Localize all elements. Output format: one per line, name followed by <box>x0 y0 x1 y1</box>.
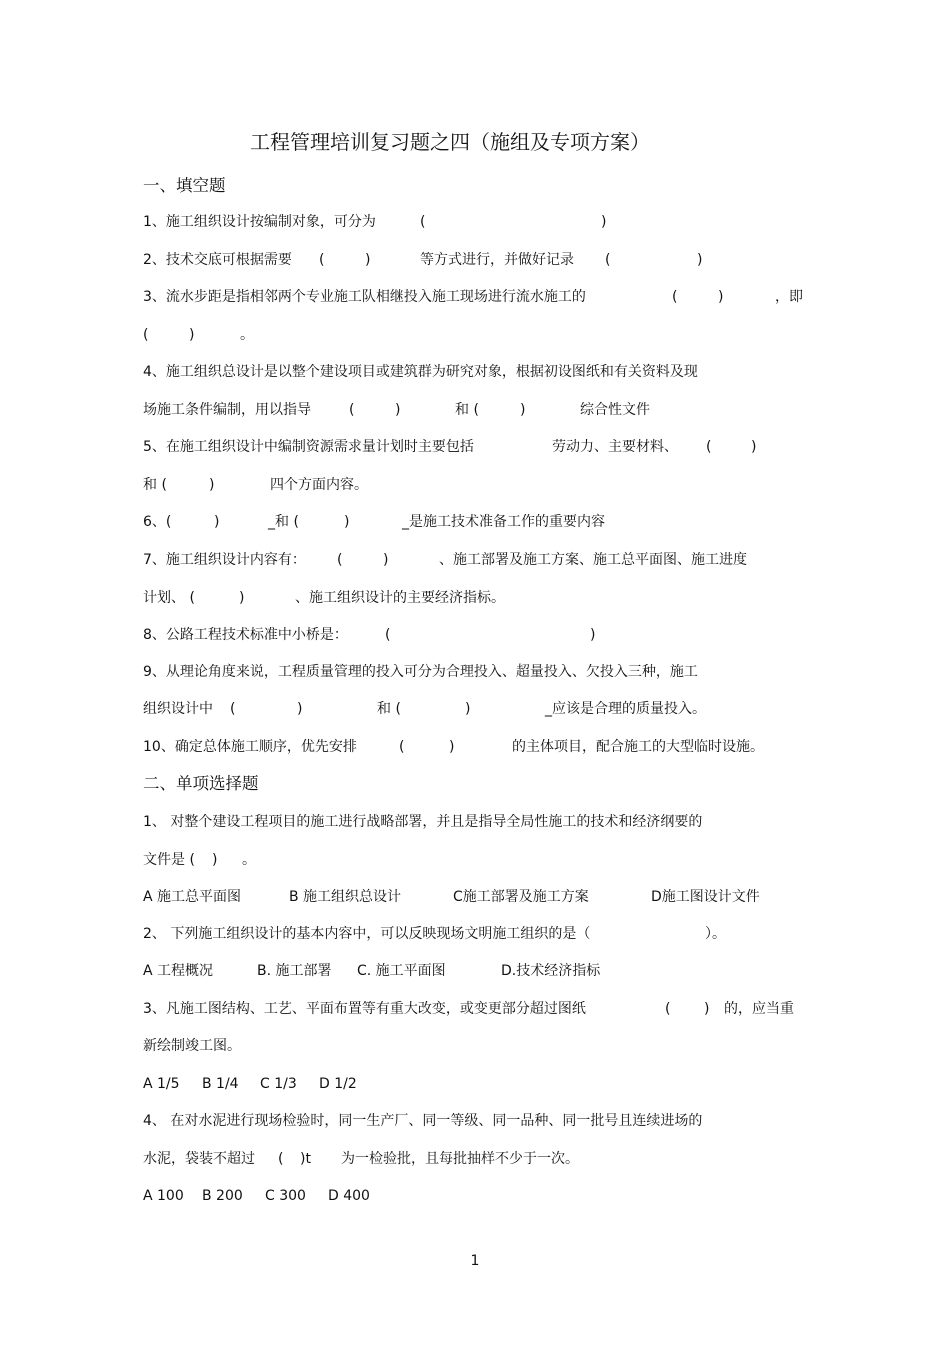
choice-q3-text3: 新绘制竣工图。 <box>143 1038 241 1054</box>
page-title: 工程管理培训复习题之四（施组及专项方案） <box>250 130 650 154</box>
fill-q3-text: 3、流水步距是指相邻两个专业施工队相继投入施工现场进行流水施工的 <box>143 289 586 305</box>
fill-q7-close2: ) <box>239 590 245 606</box>
page-number: 1 <box>470 1253 480 1269</box>
choice-q1-option-b: B 施工组织总设计 <box>289 889 402 905</box>
choice-q1-text2: 文件是 ( <box>143 852 195 868</box>
fill-q9-and: 和 ( <box>377 701 401 717</box>
fill-q4-close: ) <box>395 402 401 418</box>
fill-q8-close: ) <box>590 627 596 643</box>
choice-q4-close: )t <box>300 1151 311 1167</box>
fill-q6-close: ) <box>214 514 220 530</box>
fill-q4-text: 4、施工组织总设计是以整个建设项目或建筑群为研究对象，根据初设图纸和有关资料及现 <box>143 364 698 380</box>
choice-q3-text: 3、凡施工图结构、工艺、平面布置等有重大改变，或变更部分超过图纸 <box>143 1001 586 1017</box>
fill-q8-open: ( <box>385 627 391 643</box>
fill-q10-close: ) <box>449 739 455 755</box>
fill-q4-end: 综合性文件 <box>580 402 650 418</box>
fill-q7-text3: 计划、 ( <box>143 590 195 606</box>
fill-q9-text: 9、从理论角度来说，工程质量管理的投入可分为合理投入、超量投入、欠投入三种，施工 <box>143 664 698 680</box>
section-heading-fill: 一、填空题 <box>143 176 226 195</box>
choice-q4-option-b: B 200 <box>202 1188 243 1204</box>
choice-q2-option-d: D.技术经济指标 <box>501 963 601 979</box>
choice-q3-option-a: A 1/5 <box>143 1076 180 1092</box>
fill-q2-text: 2、技术交底可根据需要 <box>143 252 292 268</box>
choice-q2-option-a: A 工程概况 <box>143 963 214 979</box>
fill-q7-close: ) <box>383 552 389 568</box>
fill-q1-open: ( <box>420 214 426 230</box>
fill-q7-text2: 、施工部署及施工方案、施工总平面图、施工进度 <box>439 552 747 568</box>
choice-q1-option-c: C施工部署及施工方案 <box>453 889 589 905</box>
fill-q9-close2: ) <box>465 701 471 717</box>
fill-q4-close2: ) <box>520 402 526 418</box>
fill-q6-and: _和 ( <box>268 514 299 530</box>
fill-q1-close: ) <box>601 214 607 230</box>
fill-q4-and: 和 ( <box>455 402 479 418</box>
choice-q4-option-a: A 100 <box>143 1188 184 1204</box>
fill-q8-text: 8、公路工程技术标准中小桥是： <box>143 627 348 643</box>
fill-q6-end: _是施工技术准备工作的重要内容 <box>402 514 605 530</box>
choice-q1-option-d: D施工图设计文件 <box>651 889 760 905</box>
fill-q9-text2: 组织设计中 <box>143 701 213 717</box>
fill-q3-open2: ( <box>143 327 149 343</box>
choice-q1-end: 。 <box>242 852 256 868</box>
choice-q3-option-c: C 1/3 <box>260 1076 297 1092</box>
fill-q6-close2: ) <box>344 514 350 530</box>
fill-q10-end: 的主体项目，配合施工的大型临时设施。 <box>512 739 764 755</box>
fill-q2-close2: ) <box>697 252 703 268</box>
fill-q9-open: ( <box>230 701 236 717</box>
fill-q4-open: ( <box>349 402 355 418</box>
fill-q2-open2: ( <box>605 252 611 268</box>
choice-q1-text: 1、 对整个建设工程项目的施工进行战略部署，并且是指导全局性施工的技术和经济纲要的 <box>143 814 703 830</box>
section-heading-choice: 二、单项选择题 <box>143 774 259 793</box>
fill-q5-and: 和 ( <box>143 477 167 493</box>
fill-q7-open: ( <box>337 552 343 568</box>
choice-q4-end: 为一检验批，且每批抽样不少于一次。 <box>341 1151 579 1167</box>
fill-q5-close: ) <box>751 439 757 455</box>
fill-q9-close: ) <box>297 701 303 717</box>
fill-q3-open: ( <box>672 289 678 305</box>
fill-q2-open: ( <box>319 252 325 268</box>
choice-q3-text2: 的，应当重 <box>724 1001 794 1017</box>
fill-q4-text2: 场施工条件编制，用以指导 <box>143 402 311 418</box>
fill-q1-text: 1、施工组织设计按编制对象，可分为 <box>143 214 376 230</box>
choice-q2-option-b: B. 施工部署 <box>257 963 332 979</box>
choice-q3-open: ( <box>665 1001 671 1017</box>
fill-q2-text2: 等方式进行，并做好记录 <box>420 252 574 268</box>
choice-q2-end: ）。 <box>705 926 726 942</box>
choice-q3-option-b: B 1/4 <box>202 1076 239 1092</box>
fill-q9-end: _应该是合理的质量投入。 <box>545 701 706 717</box>
choice-q1-option-a: A 施工总平面图 <box>143 889 242 905</box>
choice-q4-option-c: C 300 <box>265 1188 306 1204</box>
fill-q6-open: 6、( <box>143 514 172 530</box>
choice-q1-close: ) <box>212 852 218 868</box>
fill-q10-open: ( <box>399 739 405 755</box>
choice-q2-option-c: C. 施工平面图 <box>357 963 446 979</box>
choice-q4-option-d: D 400 <box>328 1188 370 1204</box>
fill-q5-text: 5、在施工组织设计中编制资源需求量计划时主要包括 <box>143 439 474 455</box>
fill-q5-open: ( <box>706 439 712 455</box>
choice-q4-open: ( <box>278 1151 284 1167</box>
choice-q3-close: ) <box>704 1001 710 1017</box>
choice-q3-option-d: D 1/2 <box>319 1076 357 1092</box>
fill-q5-text2: 劳动力、主要材料、 <box>552 439 678 455</box>
choice-q4-text: 4、 在对水泥进行现场检验时，同一生产厂、同一等级、同一品种、同一批号且连续进场的 <box>143 1113 703 1129</box>
fill-q3-end: 。 <box>240 327 254 343</box>
fill-q10-text: 10、确定总体施工顺序，优先安排 <box>143 739 357 755</box>
fill-q7-end: 、施工组织设计的主要经济指标。 <box>295 590 505 606</box>
choice-q4-text2: 水泥，袋装不超过 <box>143 1151 255 1167</box>
fill-q7-text: 7、施工组织设计内容有： <box>143 552 306 568</box>
fill-q3-text2: ，即 <box>775 289 803 305</box>
fill-q3-close2: ) <box>189 327 195 343</box>
fill-q5-end: 四个方面内容。 <box>270 477 368 493</box>
fill-q3-close: ) <box>718 289 724 305</box>
choice-q2-text: 2、 下列施工组织设计的基本内容中，可以反映现场文明施工组织的是（ <box>143 926 591 942</box>
fill-q5-close2: ) <box>209 477 215 493</box>
fill-q2-close: ) <box>365 252 371 268</box>
